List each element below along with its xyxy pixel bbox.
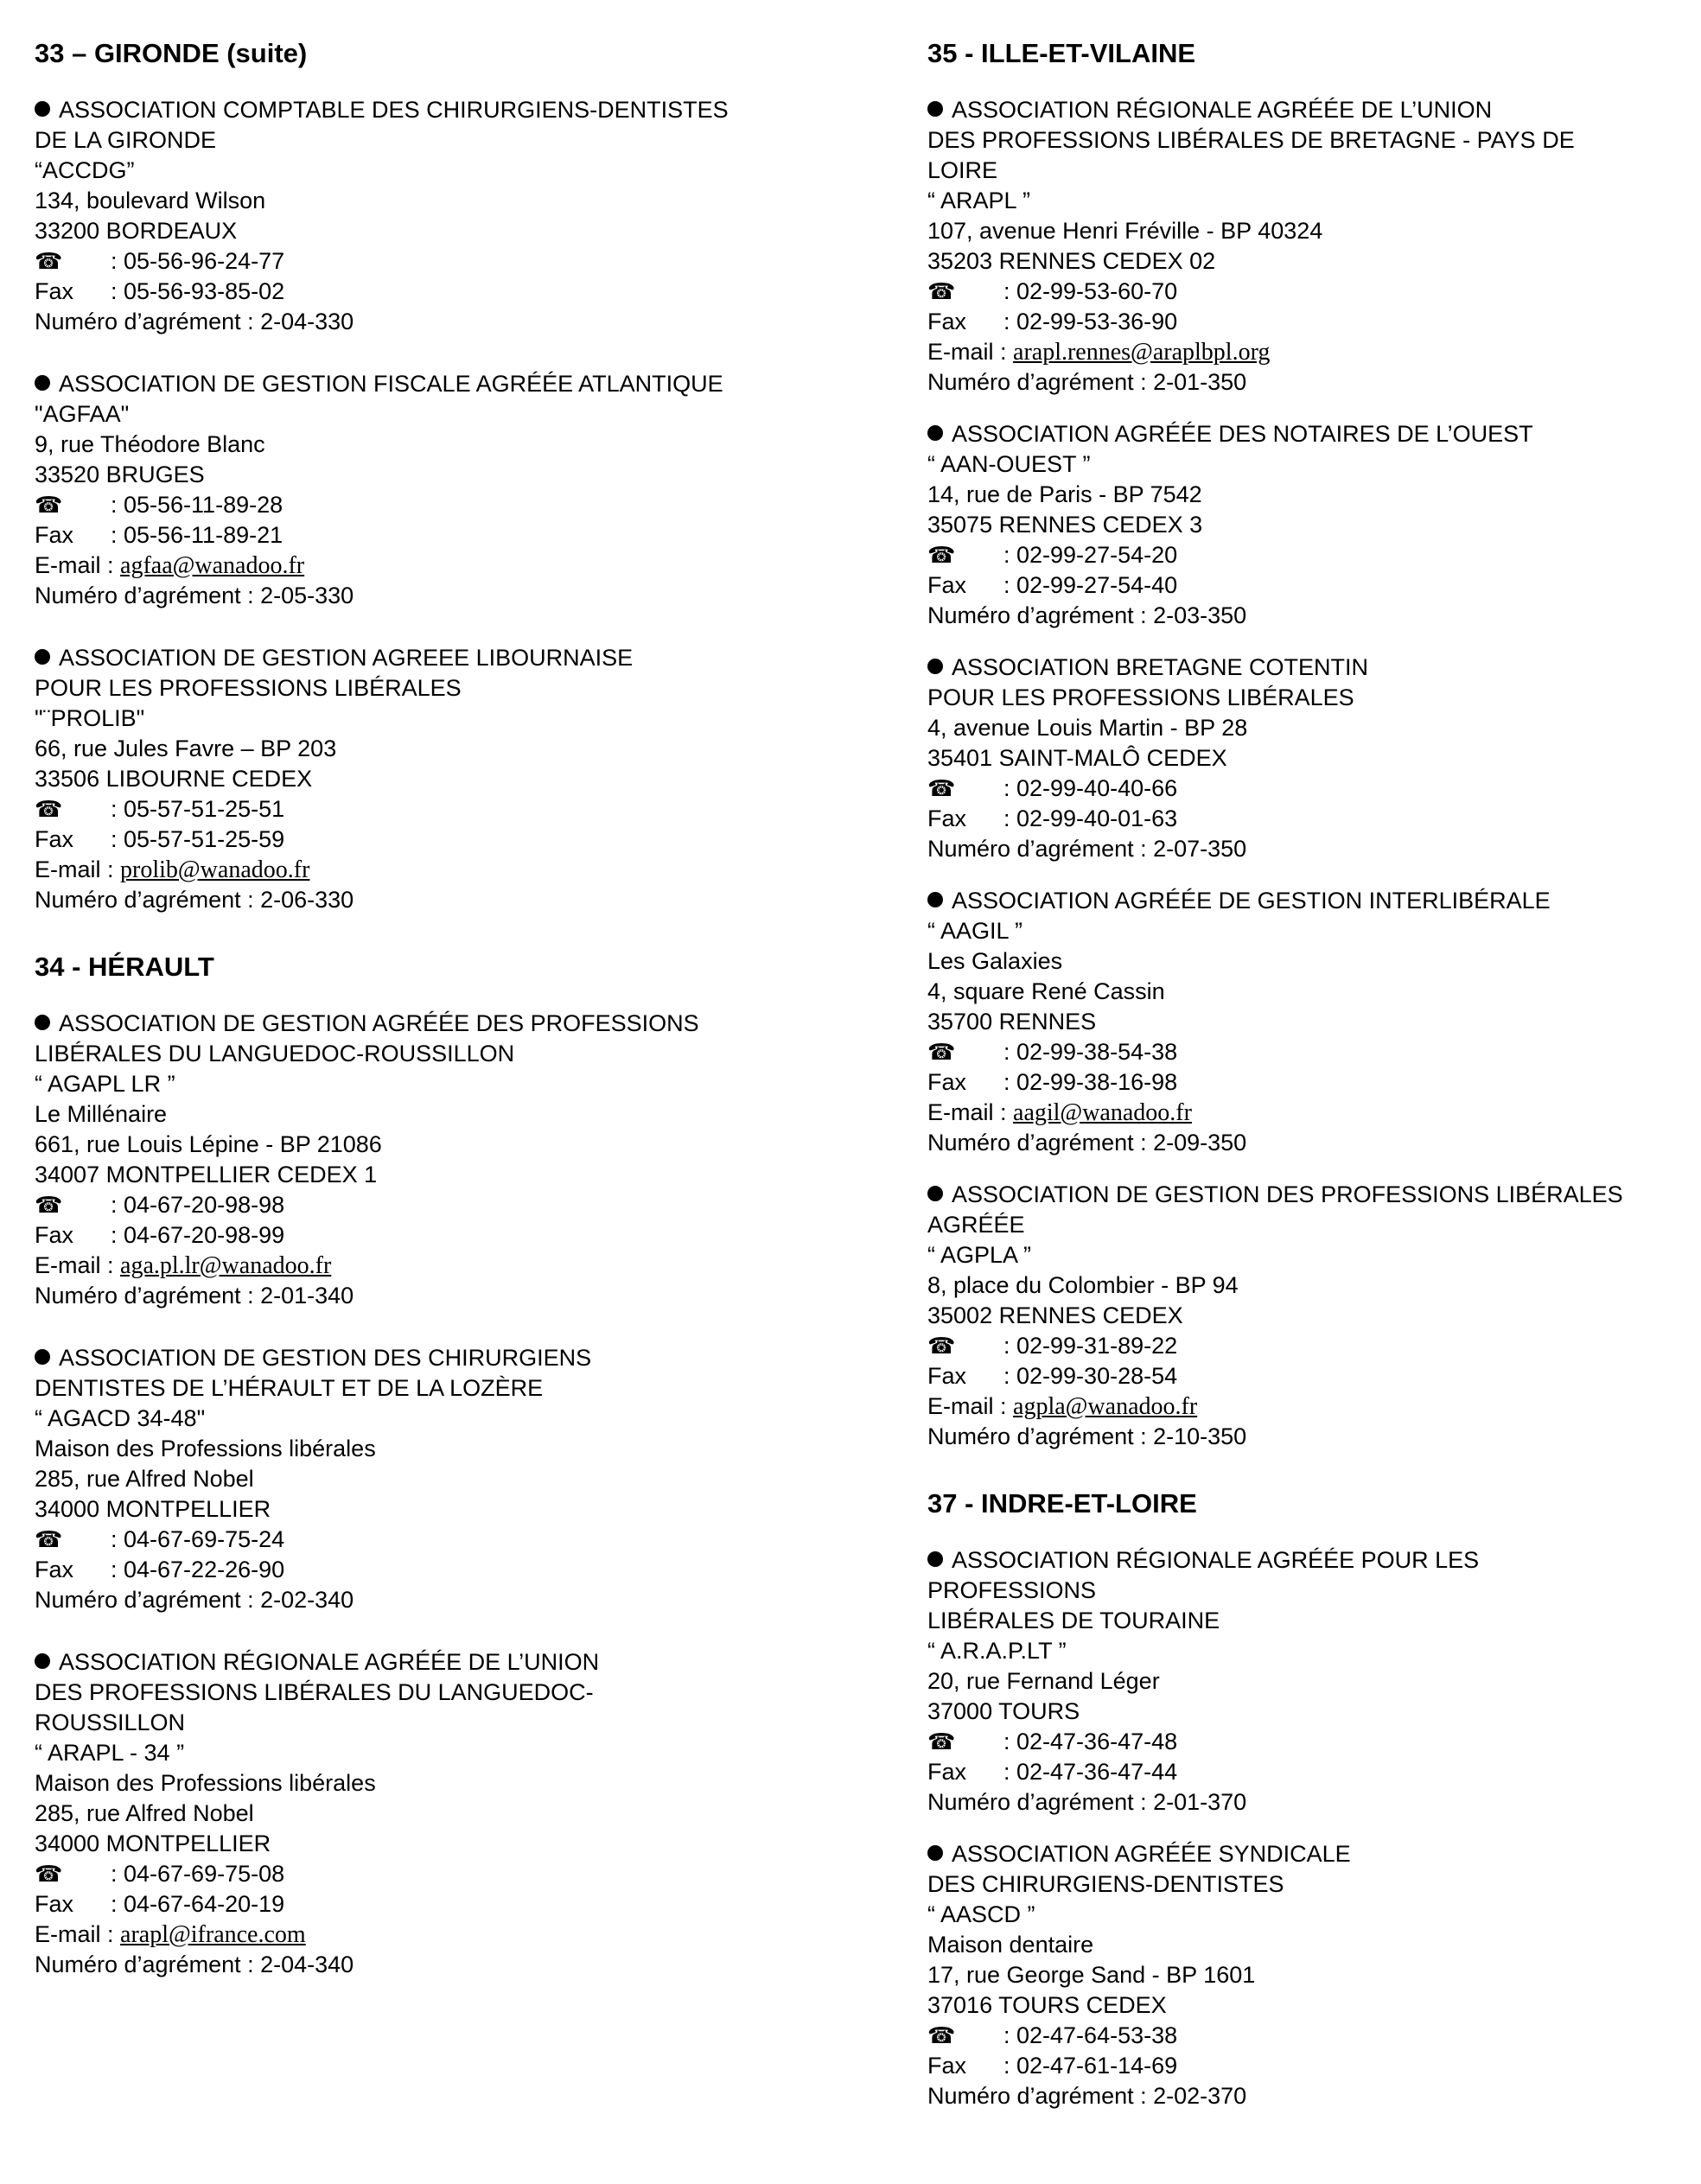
agrement-number: Numéro d’agrément : 2-04-340 <box>35 1952 354 1977</box>
fax-number: : 02-99-53-36-90 <box>1003 309 1178 334</box>
phone-number: : 02-99-40-40-66 <box>1003 775 1178 801</box>
phone-number: : 04-67-69-75-08 <box>111 1861 285 1887</box>
association-name: ASSOCIATION DE GESTION DES CHIRURGIENS <box>59 1345 592 1371</box>
address-line: 107, avenue Henri Fréville - BP 40324 <box>927 218 1323 244</box>
telephone-icon: ☎ <box>35 1526 63 1552</box>
association-name: ASSOCIATION DE GESTION AGREEE LIBOURNAISE <box>59 645 634 671</box>
fax-line <box>927 2051 1701 2081</box>
association-entry <box>35 1343 864 1615</box>
department-section <box>927 36 1701 1452</box>
email-line <box>927 337 1701 367</box>
email-line <box>35 551 864 581</box>
fax-number: : 02-99-30-28-54 <box>1003 1363 1178 1389</box>
fax-number: : 02-47-61-14-69 <box>1003 2053 1178 2079</box>
right-column <box>927 36 1701 2146</box>
department-section <box>35 36 864 915</box>
address-line: 285, rue Alfred Nobel <box>35 1800 254 1826</box>
phone-number: : 05-56-11-89-28 <box>111 492 284 518</box>
fax-line <box>927 307 1701 337</box>
department-section <box>927 1487 1701 2111</box>
telephone-icon: ☎ <box>927 2022 956 2048</box>
bullet-icon <box>35 1653 50 1669</box>
bullet-icon <box>35 649 50 665</box>
fax-line <box>927 1067 1701 1098</box>
association-name-line <box>927 886 1701 916</box>
address-line: 37016 TOURS CEDEX <box>927 1992 1167 2018</box>
association-acronym: “ AAGIL ” <box>927 918 1023 944</box>
fax-number: : 05-56-93-85-02 <box>111 278 285 304</box>
bullet-icon <box>927 659 943 674</box>
phone-number: : 02-99-31-89-22 <box>1003 1333 1178 1359</box>
association-name-line <box>35 1039 864 1069</box>
agrement-number: Numéro d’agrément : 2-01-350 <box>927 369 1247 395</box>
association-name: DE LA GIRONDE <box>35 127 217 153</box>
association-name-line <box>35 673 864 704</box>
fax-line <box>927 570 1701 601</box>
phone-number: : 04-67-69-75-24 <box>111 1526 285 1552</box>
association-acronym: “ AGACD 34-48" <box>35 1405 206 1431</box>
address-line: 35002 RENNES CEDEX <box>927 1302 1183 1328</box>
address-line: 35203 RENNES CEDEX 02 <box>927 248 1216 274</box>
phone-number: : 02-99-27-54-20 <box>1003 542 1178 568</box>
association-acronym: “ACCDG” <box>35 157 135 183</box>
fax-line <box>927 1361 1701 1391</box>
address-line: 33506 LIBOURNE CEDEX <box>35 766 313 792</box>
department-heading: 33 – GIRONDE (suite) <box>35 38 308 68</box>
bullet-icon <box>927 1551 943 1567</box>
fax-number: : 04-67-22-26-90 <box>111 1557 285 1582</box>
association-entry <box>927 1180 1701 1452</box>
association-name-line <box>927 156 1701 186</box>
association-entry <box>927 653 1701 864</box>
fax-label: Fax <box>927 572 967 598</box>
address-line: Les Galaxies <box>927 948 1063 974</box>
association-name-line <box>927 95 1701 125</box>
association-name-line <box>35 643 864 673</box>
phone-number: : 02-99-53-60-70 <box>1003 278 1178 304</box>
association-name: DENTISTES DE L’HÉRAULT ET DE LA LOZÈRE <box>35 1375 544 1401</box>
bullet-icon <box>927 892 943 907</box>
association-name-line <box>927 1606 1701 1636</box>
phone-number: : 05-56-96-24-77 <box>111 248 285 274</box>
association-entry <box>927 95 1701 398</box>
association-name-line <box>927 1839 1701 1869</box>
fax-number: : 04-67-64-20-19 <box>111 1891 285 1917</box>
association-acronym: “ AASCD ” <box>927 1901 1035 1927</box>
fax-line <box>35 1555 864 1585</box>
bullet-icon <box>35 1015 50 1030</box>
telephone-icon: ☎ <box>35 1192 63 1218</box>
bullet-icon <box>927 425 943 441</box>
address-line: 35075 RENNES CEDEX 3 <box>927 512 1203 538</box>
email-link[interactable]: prolib@wanadoo.fr <box>120 856 310 883</box>
association-entry <box>35 95 864 337</box>
email-label: E-mail : <box>927 1393 1014 1419</box>
phone-number: : 02-47-64-53-38 <box>1003 2022 1178 2048</box>
association-name-line <box>35 125 864 156</box>
fax-number: : 02-99-27-54-40 <box>1003 572 1178 598</box>
phone-line <box>35 794 864 825</box>
phone-number: : 04-67-20-98-98 <box>111 1192 285 1218</box>
association-name-line <box>927 1545 1701 1576</box>
bullet-icon <box>35 375 50 391</box>
fax-label: Fax <box>35 1557 74 1582</box>
agrement-number: Numéro d’agrément : 2-09-350 <box>927 1130 1247 1156</box>
fax-number: : 05-57-51-25-59 <box>111 826 285 852</box>
association-acronym: “ A.R.A.P.LT ” <box>927 1638 1067 1664</box>
association-entry <box>35 643 864 915</box>
address-line: 33200 BORDEAUX <box>35 218 238 244</box>
association-entry <box>927 1545 1701 1818</box>
email-label: E-mail : <box>35 1921 121 1947</box>
association-name: ASSOCIATION RÉGIONALE AGRÉÉE DE L’UNION <box>952 97 1493 123</box>
association-name: LIBÉRALES DE TOURAINE <box>927 1608 1220 1633</box>
association-name: ASSOCIATION BRETAGNE COTENTIN <box>952 654 1369 680</box>
email-line <box>35 855 864 885</box>
association-entry <box>35 369 864 611</box>
phone-line <box>927 277 1701 307</box>
association-name: ASSOCIATION DE GESTION DES PROFESSIONS LIBÉRALES <box>952 1181 1623 1207</box>
phone-line <box>927 1331 1701 1361</box>
association-entry <box>35 1647 864 1980</box>
phone-number: : 02-47-36-47-48 <box>1003 1729 1178 1754</box>
email-line <box>35 1251 864 1281</box>
association-name-line <box>35 1678 864 1708</box>
fax-number: : 05-56-11-89-21 <box>111 522 284 548</box>
fax-label: Fax <box>35 1891 74 1917</box>
phone-line <box>35 490 864 520</box>
phone-line <box>35 246 864 277</box>
association-entry <box>927 1839 1701 2111</box>
fax-label: Fax <box>927 2053 967 2079</box>
association-name-line <box>927 125 1701 156</box>
association-name: LIBÉRALES DU LANGUEDOC-ROUSSILLON <box>35 1041 515 1067</box>
address-line: 37000 TOURS <box>927 1698 1080 1724</box>
telephone-icon: ☎ <box>927 775 956 801</box>
fax-label: Fax <box>35 1222 74 1248</box>
phone-line <box>927 1037 1701 1067</box>
fax-label: Fax <box>927 1759 967 1785</box>
email-link[interactable]: agfaa@wanadoo.fr <box>120 552 305 579</box>
association-name: ASSOCIATION AGRÉÉE SYNDICALE <box>952 1841 1351 1867</box>
address-line: 4, square René Cassin <box>927 978 1165 1004</box>
association-name: ROUSSILLON <box>35 1710 186 1735</box>
fax-label: Fax <box>927 1363 967 1389</box>
association-entry <box>35 1009 864 1311</box>
phone-line <box>35 1525 864 1555</box>
address-line: 34000 MONTPELLIER <box>35 1496 271 1522</box>
address-line: Maison des Professions libérales <box>35 1436 376 1461</box>
fax-line <box>35 520 864 551</box>
address-line: Maison des Professions libérales <box>35 1770 376 1796</box>
address-line: 35401 SAINT-MALÔ CEDEX <box>927 745 1227 771</box>
fax-line <box>35 1220 864 1251</box>
address-line: 661, rue Louis Lépine - BP 21086 <box>35 1131 382 1157</box>
fax-label: Fax <box>927 309 967 334</box>
association-name: PROFESSIONS <box>927 1577 1097 1603</box>
address-line: 66, rue Jules Favre – BP 203 <box>35 735 337 761</box>
association-entry <box>927 419 1701 631</box>
association-name: ASSOCIATION DE GESTION AGRÉÉE DES PROFESSIONS <box>59 1010 699 1036</box>
telephone-icon: ☎ <box>927 1333 956 1359</box>
address-line: 35700 RENNES <box>927 1009 1097 1035</box>
address-line: 34007 MONTPELLIER CEDEX 1 <box>35 1162 378 1188</box>
email-label: E-mail : <box>927 339 1014 365</box>
association-entry <box>927 886 1701 1158</box>
fax-number: : 02-99-40-01-63 <box>1003 805 1178 831</box>
fax-number: : 02-47-36-47-44 <box>1003 1759 1178 1785</box>
agrement-number: Numéro d’agrément : 2-05-330 <box>35 583 354 608</box>
email-label: E-mail : <box>35 1252 121 1278</box>
address-line: 17, rue George Sand - BP 1601 <box>927 1962 1256 1988</box>
telephone-icon: ☎ <box>35 492 63 518</box>
association-acronym: "AGFAA" <box>35 401 130 427</box>
email-label: E-mail : <box>35 552 121 578</box>
association-name-line <box>927 1576 1701 1606</box>
email-link[interactable]: arapl@ifrance.com <box>120 1921 306 1948</box>
phone-line <box>927 2021 1701 2051</box>
email-label: E-mail : <box>35 856 121 882</box>
fax-number: : 04-67-20-98-99 <box>111 1222 285 1248</box>
department-heading: 34 - HÉRAULT <box>35 952 214 982</box>
address-line: 14, rue de Paris - BP 7542 <box>927 481 1202 507</box>
fax-line <box>35 825 864 855</box>
fax-line <box>927 804 1701 834</box>
email-line <box>35 1920 864 1950</box>
telephone-icon: ☎ <box>927 1729 956 1754</box>
fax-line <box>35 1889 864 1920</box>
phone-line <box>927 540 1701 570</box>
email-line <box>927 1098 1701 1128</box>
email-link[interactable]: aga.pl.lr@wanadoo.fr <box>120 1252 332 1279</box>
agrement-number: Numéro d’agrément : 2-01-340 <box>35 1283 354 1308</box>
address-line: Le Millénaire <box>35 1101 168 1127</box>
agrement-number: Numéro d’agrément : 2-02-370 <box>927 2083 1247 2109</box>
bullet-icon <box>35 1349 50 1365</box>
association-name: ASSOCIATION COMPTABLE DES CHIRURGIENS-DENTISTES <box>59 97 729 123</box>
address-line: 9, rue Théodore Blanc <box>35 431 265 457</box>
phone-line <box>927 774 1701 804</box>
left-column <box>35 36 864 2015</box>
association-name: ASSOCIATION DE GESTION FISCALE AGRÉÉE ATLANTIQUE <box>59 371 723 397</box>
telephone-icon: ☎ <box>35 248 63 274</box>
agrement-number: Numéro d’agrément : 2-02-340 <box>35 1587 354 1613</box>
association-name: ASSOCIATION RÉGIONALE AGRÉÉE DE L’UNION <box>59 1649 600 1675</box>
telephone-icon: ☎ <box>927 1039 956 1065</box>
address-line: 33520 BRUGES <box>35 462 205 487</box>
fax-label: Fax <box>35 278 74 304</box>
address-line: Maison dentaire <box>927 1932 1094 1958</box>
fax-line <box>35 277 864 307</box>
association-name: POUR LES PROFESSIONS LIBÉRALES <box>927 684 1354 710</box>
department-section <box>35 950 864 1980</box>
association-name: ASSOCIATION AGRÉÉE DES NOTAIRES DE L’OUEST <box>952 421 1533 447</box>
telephone-icon: ☎ <box>927 542 956 568</box>
address-line: 285, rue Alfred Nobel <box>35 1466 254 1492</box>
bullet-icon <box>927 101 943 117</box>
association-name-line <box>927 419 1701 449</box>
association-name: ASSOCIATION AGRÉÉE DE GESTION INTERLIBÉRALE <box>952 888 1551 914</box>
agrement-number: Numéro d’agrément : 2-10-350 <box>927 1423 1247 1449</box>
association-name-line <box>35 1009 864 1039</box>
association-name-line <box>927 653 1701 683</box>
department-heading: 37 - INDRE-ET-LOIRE <box>927 1488 1197 1519</box>
fax-label: Fax <box>927 1069 967 1095</box>
agrement-number: Numéro d’agrément : 2-03-350 <box>927 602 1247 628</box>
association-name-line <box>35 1373 864 1404</box>
phone-line <box>35 1190 864 1220</box>
phone-line <box>927 1727 1701 1757</box>
address-line: 34000 MONTPELLIER <box>35 1831 271 1856</box>
association-acronym: “ AAN-OUEST ” <box>927 451 1091 477</box>
directory-page <box>35 36 1677 2145</box>
email-link[interactable]: aagil@wanadoo.fr <box>1013 1099 1192 1126</box>
agrement-number: Numéro d’agrément : 2-06-330 <box>35 887 354 913</box>
agrement-number: Numéro d’agrément : 2-04-330 <box>35 309 354 334</box>
association-name: ASSOCIATION RÉGIONALE AGRÉÉE POUR LES <box>952 1547 1480 1573</box>
telephone-icon: ☎ <box>35 1861 63 1887</box>
fax-label: Fax <box>35 826 74 852</box>
association-acronym: “ ARAPL - 34 ” <box>35 1740 185 1766</box>
association-name: DES PROFESSIONS LIBÉRALES DE BRETAGNE - PAYS DE <box>927 127 1575 153</box>
department-heading: 35 - ILLE-ET-VILAINE <box>927 38 1196 68</box>
association-name-line <box>35 95 864 125</box>
association-name-line <box>927 683 1701 713</box>
phone-number: : 02-99-38-54-38 <box>1003 1039 1178 1065</box>
association-acronym: “ AGAPL LR ” <box>35 1071 175 1097</box>
association-name-line <box>927 1180 1701 1210</box>
fax-number: : 02-99-38-16-98 <box>1003 1069 1178 1095</box>
address-line: 4, avenue Louis Martin - BP 28 <box>927 715 1248 741</box>
email-line <box>927 1391 1701 1422</box>
bullet-icon <box>927 1845 943 1861</box>
email-link[interactable]: agpla@wanadoo.fr <box>1013 1393 1198 1420</box>
association-name: DES CHIRURGIENS-DENTISTES <box>927 1871 1284 1897</box>
association-name: AGRÉÉE <box>927 1212 1025 1238</box>
agrement-number: Numéro d’agrément : 2-07-350 <box>927 836 1247 862</box>
association-name-line <box>927 1869 1701 1900</box>
address-line: 20, rue Fernand Léger <box>927 1668 1160 1694</box>
phone-line <box>35 1859 864 1889</box>
email-link[interactable]: arapl.rennes@araplbpl.org <box>1013 339 1271 366</box>
association-name: DES PROFESSIONS LIBÉRALES DU LANGUEDOC- <box>35 1679 594 1705</box>
address-line: 8, place du Colombier - BP 94 <box>927 1272 1239 1298</box>
fax-line <box>927 1757 1701 1787</box>
association-name: LOIRE <box>927 157 998 183</box>
agrement-number: Numéro d’agrément : 2-01-370 <box>927 1789 1247 1815</box>
email-label: E-mail : <box>927 1099 1014 1125</box>
association-acronym: "¨PROLIB" <box>35 705 145 731</box>
bullet-icon <box>35 101 50 117</box>
fax-label: Fax <box>927 805 967 831</box>
telephone-icon: ☎ <box>927 278 956 304</box>
association-acronym: “ AGPLA ” <box>927 1242 1032 1268</box>
association-name-line <box>35 1708 864 1738</box>
bullet-icon <box>927 1186 943 1201</box>
address-line: 134, boulevard Wilson <box>35 188 266 213</box>
association-name-line <box>35 1647 864 1678</box>
fax-label: Fax <box>35 522 74 548</box>
association-name-line <box>35 369 864 399</box>
phone-number: : 05-57-51-25-51 <box>111 796 285 822</box>
telephone-icon: ☎ <box>35 796 63 822</box>
association-name: POUR LES PROFESSIONS LIBÉRALES <box>35 675 462 701</box>
association-name-line <box>927 1210 1701 1240</box>
association-acronym: “ ARAPL ” <box>927 188 1031 213</box>
association-name-line <box>35 1343 864 1373</box>
